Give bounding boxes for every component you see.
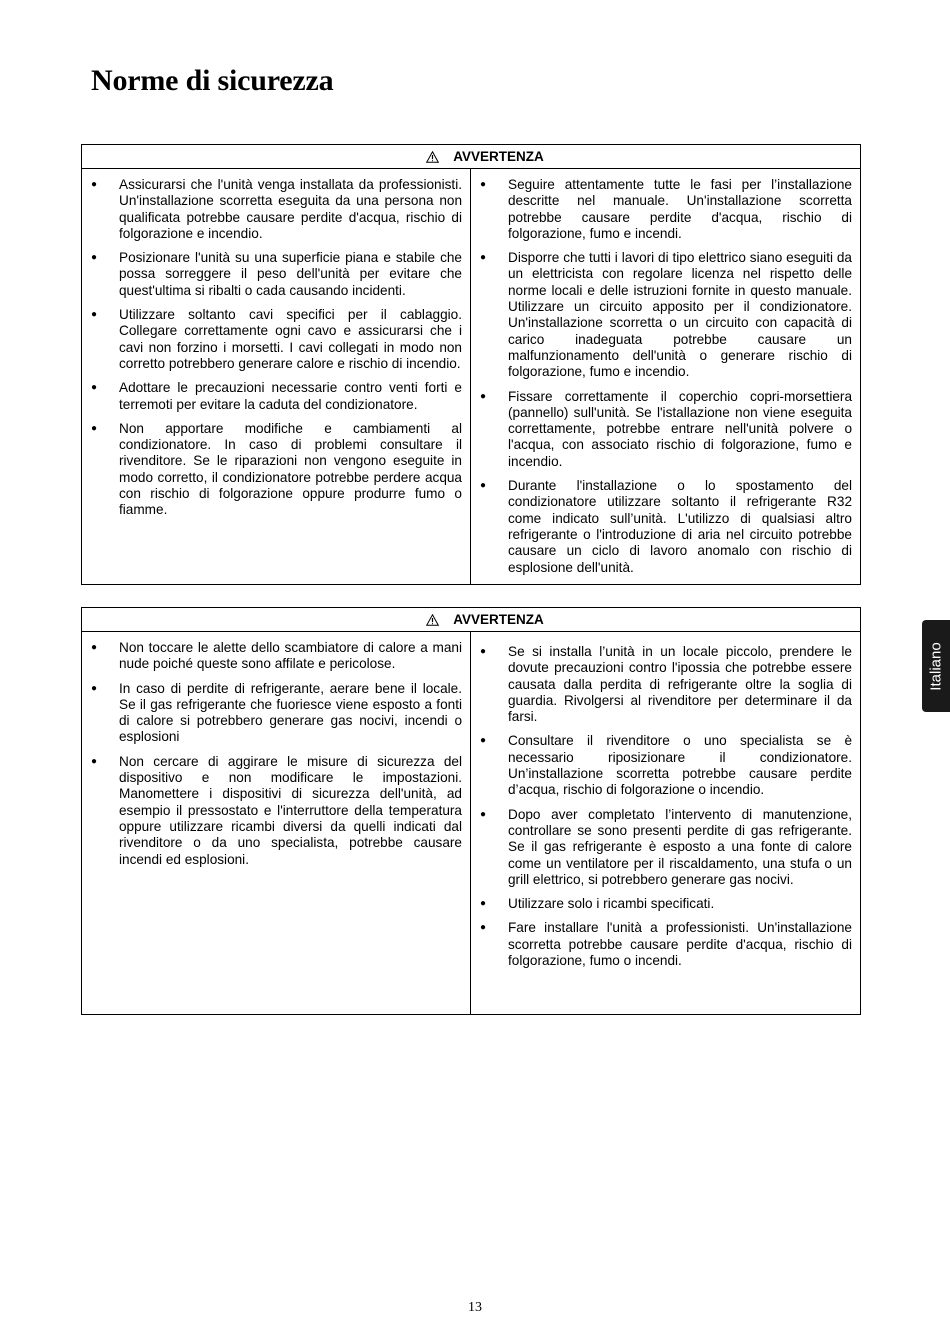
bullet-icon: ● (91, 642, 98, 653)
list-item: ● Disporre che tutti i lavori di tipo elettrico siano eseguiti da un elettricista con regolare licenza nel rispetto delle norme locali e delle istruzioni fornite in questo manuale. Utilizzare un circuito apposito per il condizionatore. Un'installazione scorretta o un circuito con capacità di carico inadeguata potrebbe causare un malfunzionamento dell'unità o generare rischio di folgorazione, fumo e incendio. (480, 250, 852, 380)
warning-column-right (471, 632, 860, 1014)
warning-triangle-icon (426, 151, 439, 163)
warning-box-title: AVVERTENZA (453, 149, 544, 164)
warning-box-header (82, 608, 860, 632)
bullet-icon: ● (91, 179, 98, 190)
list-item: ● Utilizzare solo i ricambi specificati. (480, 896, 715, 912)
list-item: ● Fare installare l'unità a professionisti. Un'installazione scorretta potrebbe causare perdite d'acqua, rischio di folgorazione, fumo o incendi. (480, 920, 852, 969)
warning-column-right (471, 169, 860, 584)
bullet-icon: ● (91, 682, 98, 694)
bullet-icon: ● (480, 922, 487, 934)
bullet-icon: ● (480, 646, 487, 657)
bullet-icon: ● (480, 252, 487, 264)
list-item: ● In caso di perdite di refrigerante, aerare bene il locale. Se il gas refrigerante che fuoriesce viene esposto a fonti di calore si potrebbero generare gas nocivi, incendi o esplosioni (91, 680, 462, 745)
bullet-icon: ● (480, 179, 487, 190)
list-item: ● Posizionare l'unità su una superficie piana e stabile che possa sorreggere il peso dell'unità per evitare che quest'ultima si ribalti o cada causando incidenti. (91, 250, 462, 298)
list-item: ● Se si installa l’unità in un locale piccolo, prendere le dovute precauzioni contro l'ipossia che potrebbe essere causata dalla perdita di refrigerante oltre la soglia di guardia. Rivolgersi al rivenditore per determinare il da farsi. (480, 644, 852, 725)
list-item: ● Non toccare le alette dello scambiatore di calore a mani nude poiché queste sono affilate e pericolose. (91, 640, 462, 672)
list-item: ● Seguire attentamente tutte le fasi per l’installazione descritte nel manuale. Un'installazione scorretta potrebbe causare perdite d'acqua, rischio di folgorazione, fumo e incendi. (480, 177, 852, 241)
bullet-icon: ● (91, 755, 98, 767)
bullet-icon: ● (480, 480, 487, 492)
list-item: ● Non cercare di aggirare le misure di sicurezza del dispositivo e non modificare le impostazioni. Manomettere i dispositivi di sicurezza dell'unità, ad esempio il pressostato e l'interruttore della temperatura oppure utilizzare ricambi diversi da quelli indicati dal rivenditore o da uno specialista, potrebbe causare incendi ed esplosioni. (91, 753, 462, 867)
list-item: ● Durante l'installazione o lo spostamento del condizionatore utilizzare soltanto il refrigerante R32 come indicato sull’unità. L'utilizzo di qualsiasi altro refrigerante o l'introduzione di aria nel circuito potrebbe causare un ciclo di lavoro anomalo con rischio di esplosione dell'unità. (480, 478, 852, 575)
list-item: ● Non apportare modifiche e cambiamenti al condizionatore. In caso di problemi consultare il rivenditore. Se le riparazioni non vengono eseguite in modo corretto, il condizionatore potrebbe perdere acqua con rischio di folgorazione oppure produrre fumo o fiamme. (91, 420, 462, 518)
list-item: ● Dopo aver completato l’intervento di manutenzione, controllare se sono presenti perdite di gas refrigerante. Se il gas refrigerante è esposto a una fonte di calore come un ventilatore per il riscaldamento, una stufa o un grill elettrico, si potrebbero generare gas nocivi. (480, 806, 852, 887)
warning-column-left (82, 169, 471, 584)
bullet-icon: ● (480, 390, 487, 402)
warning-column-left (82, 632, 471, 1014)
warning-triangle-icon (426, 614, 439, 626)
page-title: Norme di sicurezza (91, 64, 334, 97)
bullet-icon: ● (91, 422, 98, 434)
bullet-icon: ● (91, 309, 98, 321)
list-item: ● Fissare correttamente il coperchio copri-morsettiera (pannello) sull'unità. Se l'istallazione non viene eseguita correttamente, potrebbe entrare nell'unità polvere o l'acqua, con associato rischio di folgorazione, fumo e incendio. (480, 388, 852, 469)
list-item: ● Adottare le precauzioni necessarie contro venti forti e terremoti per evitare la caduta del condizionatore. (91, 380, 462, 412)
warning-box-2 (81, 607, 861, 1015)
warning-box-header (82, 145, 860, 169)
list-item: ● Utilizzare soltanto cavi specifici per il cablaggio. Collegare correttamente ogni cavo e assicurarsi che i cavi non forzino i morsetti. I cavi collegati in modo non corretto potrebbero generare calore e rischio di incendio. (91, 307, 462, 371)
bullet-icon: ● (480, 735, 487, 747)
bullet-icon: ● (91, 382, 98, 394)
list-item: ● Consultare il rivenditore o uno specialista se è necessario riposizionare il condizionatore. Un’installazione scorretta potrebbe causare perdite d’acqua, rischio di folgorazione o incendio. (480, 733, 852, 798)
bullet-icon: ● (91, 252, 98, 264)
warning-box-title: AVVERTENZA (453, 612, 544, 627)
bullet-icon: ● (480, 898, 487, 910)
bullet-icon: ● (480, 808, 487, 820)
warning-box-1 (81, 144, 861, 585)
language-tab-label: Italiano (927, 641, 945, 691)
page-number: 13 (468, 1300, 482, 1315)
list-item: ● Assicurarsi che l'unità venga installata da professionisti. Un'installazione scorretta eseguita da una persona non qualificata potrebbe causare perdite d'acqua, rischio di folgorazione e incendio. (91, 177, 462, 241)
language-tab (922, 620, 950, 712)
